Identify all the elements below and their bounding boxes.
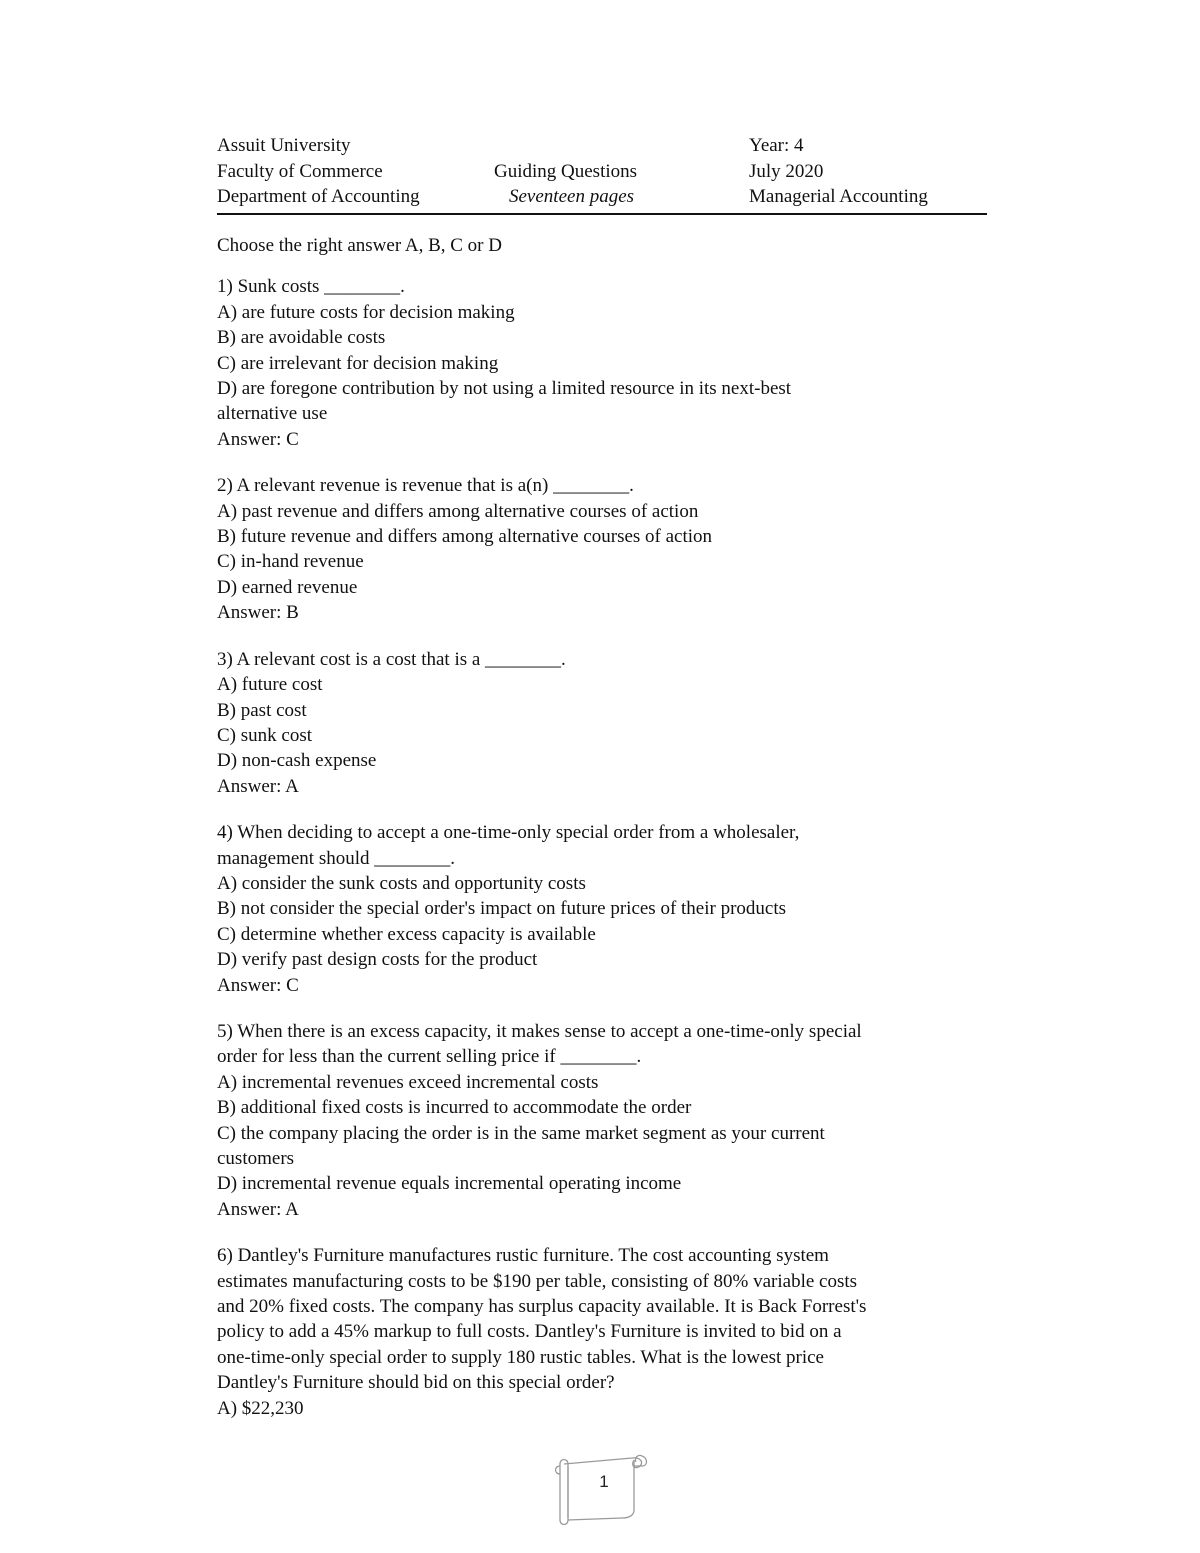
answer-option-line: C) the company placing the order is in the same market segment as your current bbox=[217, 1122, 825, 1144]
document-type: Guiding Questions bbox=[494, 160, 638, 182]
question-stem-line: 4) When deciding to accept a one-time-only special order from a wholesaler, bbox=[217, 822, 800, 844]
answer-option-line: C) determine whether excess capacity is available bbox=[217, 923, 596, 945]
document-body bbox=[217, 233, 987, 1442]
answer-option-line: D) non-cash expense bbox=[217, 750, 377, 772]
question-stem-line: Dantley's Furniture should bid on this special order? bbox=[217, 1372, 615, 1394]
header-middle-column bbox=[494, 133, 637, 210]
question-stem-line: policy to add a 45% markup to full costs. Dantley's Furniture is invited to bid on a bbox=[217, 1321, 842, 1343]
answer-option-line: D) verify past design costs for the product bbox=[217, 949, 538, 971]
question-stem-line: 1) Sunk costs ________. bbox=[217, 276, 405, 298]
answer-option-line: A) incremental revenues exceed incremental costs bbox=[217, 1071, 599, 1093]
question-list bbox=[217, 274, 987, 1421]
department-name: Department of Accounting bbox=[217, 186, 420, 207]
document-header bbox=[217, 133, 987, 215]
answer-option-line: C) sunk cost bbox=[217, 724, 312, 746]
answer-option-line: A) future cost bbox=[217, 674, 323, 696]
answer-option-line: B) future revenue and differs among alternative courses of action bbox=[217, 526, 713, 548]
answer-option-line: B) are avoidable costs bbox=[217, 327, 386, 349]
question-item bbox=[217, 647, 987, 799]
answer-option-line: B) past cost bbox=[217, 699, 307, 721]
answer-option-line: A) consider the sunk costs and opportunity costs bbox=[217, 872, 586, 894]
correct-answer: Answer: A bbox=[217, 1198, 299, 1220]
question-stem-line: 5) When there is an excess capacity, it makes sense to accept a one-time-only special bbox=[217, 1020, 862, 1042]
question-stem-line: 6) Dantley's Furniture manufactures rustic furniture. The cost accounting system bbox=[217, 1245, 829, 1267]
answer-option-line: alternative use bbox=[217, 403, 328, 425]
question-stem-line: management should ________. bbox=[217, 847, 455, 869]
answer-option-line: A) $22,230 bbox=[217, 1397, 304, 1419]
page-number: 1 bbox=[599, 1472, 609, 1491]
question-item bbox=[217, 473, 987, 625]
header-right-column bbox=[749, 133, 928, 210]
question-item bbox=[217, 1243, 987, 1421]
answer-option-line: C) are irrelevant for decision making bbox=[217, 352, 499, 374]
question-stem-line: and 20% fixed costs. The company has surplus capacity available. It is Back Forrest's bbox=[217, 1296, 867, 1318]
question-stem-line: 2) A relevant revenue is revenue that is a(n) ________. bbox=[217, 475, 634, 497]
question-stem-line: 3) A relevant cost is a cost that is a ________. bbox=[217, 648, 566, 670]
page-count: Seventeen pages bbox=[509, 186, 635, 207]
faculty-name: Faculty of Commerce bbox=[217, 160, 383, 182]
question-stem-line: one-time-only special order to supply 180 rustic tables. What is the lowest price bbox=[217, 1346, 824, 1368]
answer-option-line: B) not consider the special order's impact on future prices of their products bbox=[217, 898, 787, 920]
correct-answer: Answer: A bbox=[217, 775, 299, 797]
instruction-text: Choose the right answer A, B, C or D bbox=[217, 235, 502, 256]
academic-year: Year: 4 bbox=[749, 135, 804, 156]
answer-option-line: A) are future costs for decision making bbox=[217, 301, 515, 323]
answer-option-line: C) in-hand revenue bbox=[217, 551, 364, 573]
correct-answer: Answer: C bbox=[217, 974, 299, 996]
answer-option-line: D) are foregone contribution by not using a limited resource in its next-best bbox=[217, 378, 792, 400]
header-spacer bbox=[494, 133, 637, 159]
university-name: Assuit University bbox=[217, 135, 351, 156]
question-item bbox=[217, 1019, 987, 1222]
answer-option-line: D) earned revenue bbox=[217, 576, 358, 598]
answer-option-line: customers bbox=[217, 1148, 295, 1169]
header-left-column bbox=[217, 133, 420, 210]
question-stem-line: estimates manufacturing costs to be $190 per table, consisting of 80% variable costs bbox=[217, 1270, 858, 1292]
exam-date: July 2020 bbox=[749, 160, 824, 182]
question-item bbox=[217, 820, 987, 998]
course-name: Managerial Accounting bbox=[749, 186, 928, 207]
answer-option-line: A) past revenue and differs among alternative courses of action bbox=[217, 500, 699, 522]
question-stem-line: order for less than the current selling price if ________. bbox=[217, 1046, 642, 1068]
answer-option-line: B) additional fixed costs is incurred to accommodate the order bbox=[217, 1097, 692, 1119]
correct-answer: Answer: C bbox=[217, 428, 299, 450]
question-item bbox=[217, 274, 987, 452]
correct-answer: Answer: B bbox=[217, 602, 299, 624]
answer-option-line: D) incremental revenue equals incremental operating income bbox=[217, 1173, 682, 1195]
